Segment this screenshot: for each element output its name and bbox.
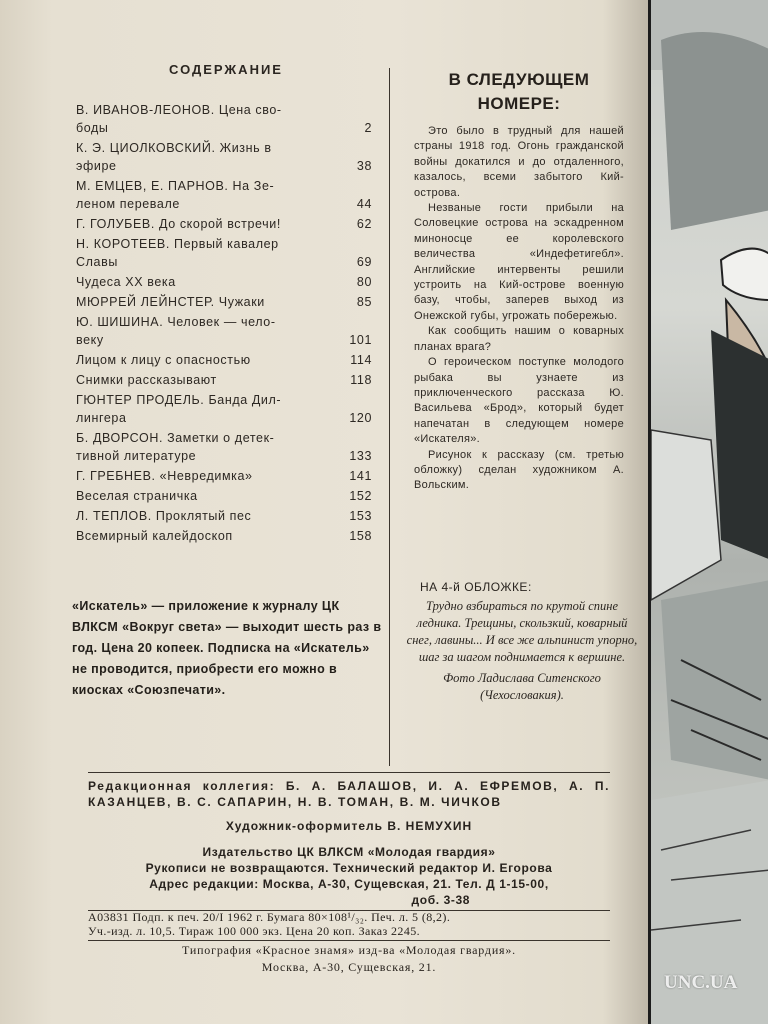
back-cover-note [404, 580, 640, 704]
cover-artist: Художник-оформитель В. НЕМУХИН [225, 819, 473, 833]
contents-item-title: Г. ГОЛУБЕВ. До скорой встречи! [76, 217, 281, 231]
contents-item-page: 38 [356, 159, 372, 173]
print-line-1: А03831 Подп. к печ. 20/I 1962 г. Бумага 80×108¹/₃₂. Печ. л. 5 (8,2). [88, 910, 451, 924]
column-divider [389, 68, 390, 766]
contents-item-title: Б. ДВОРСОН. Заметки о детек- тивной литературе [76, 431, 275, 463]
contents-title: СОДЕРЖАНИЕ [169, 62, 283, 77]
contents-item [76, 351, 376, 369]
manuscripts-line: Рукописи не возвращаются. Технический редактор И. Егорова [145, 861, 553, 875]
contents-item-title: Чудеса XX века [76, 275, 176, 289]
contents-item [76, 235, 376, 271]
next-issue-paragraph: Незваные гости прибыли на Соловецкие острова на эскадренном миноносце ее королевского величества «Индефетигебл». Английские интервенты решили устроить на Кий-острове военную базу, чтобы, заперев выход из Онежской губы, угрожать побережью. [414, 202, 624, 322]
contents-list [76, 101, 376, 545]
contents-item [76, 429, 376, 465]
contents-item-title: М. ЕМЦЕВ, Е. ПАРНОВ. На Зе- леном перевале [76, 179, 275, 211]
contents-item [76, 101, 376, 137]
contents-item [76, 371, 376, 389]
cover-illustration [648, 0, 768, 1024]
editorial-board: Редакционная коллегия: Б. А. БАЛАШОВ, И. А. ЕФРЕМОВ, А. П. КАЗАНЦЕВ, В. С. САПАРИН, Н. В. ТОМАН, В. М. ЧИЧКОВ [88, 779, 610, 809]
contents-item-page: 62 [356, 217, 372, 231]
typography-line-1: Типография «Красное знамя» изд-ва «Молодая гвардия». [182, 943, 516, 957]
contents-item-page: 118 [350, 373, 372, 387]
contents-item-title: К. Э. ЦИОЛКОВСКИЙ. Жизнь в эфире [76, 141, 272, 173]
contents-item-page: 158 [349, 529, 372, 543]
editorial-credits [88, 778, 610, 834]
contents-item-title: Г. ГРЕБНЕВ. «Невредимка» [76, 469, 253, 483]
contents-item-title: В. ИВАНОВ-ЛЕОНОВ. Цена сво- боды [76, 103, 282, 135]
contents-item-title: Л. ТЕПЛОВ. Проклятый пес [76, 509, 252, 523]
contents-item [76, 391, 376, 427]
contents-item-page: 141 [349, 469, 372, 483]
print-info [88, 910, 610, 938]
contents-item-page: 152 [349, 489, 372, 503]
contents-item-page: 85 [356, 295, 372, 309]
contents-item-page: 2 [364, 121, 372, 135]
divider-line [88, 940, 610, 941]
contents-item-title: Всемирный калейдоскоп [76, 529, 233, 543]
typography-info [88, 942, 610, 976]
contents-item-page: 80 [356, 275, 372, 289]
address-ext-line: доб. 3-38 [411, 893, 470, 907]
contents-item-page: 69 [356, 255, 372, 269]
photo-credit: Фото Ладислава Ситенского (Чехословакия). [443, 671, 601, 702]
contents-item-page: 44 [356, 197, 372, 211]
contents-item [76, 293, 376, 311]
contents-item-page: 120 [349, 411, 372, 425]
contents-item-title: Лицом к лицу с опасностью [76, 353, 251, 367]
contents-item-page: 153 [349, 509, 372, 523]
next-issue-text [414, 124, 624, 494]
contents-item-title: Н. КОРОТЕЕВ. Первый кавалер Славы [76, 237, 279, 269]
contents-item [76, 467, 376, 485]
contents-item [76, 177, 376, 213]
contents-item-page: 114 [350, 353, 372, 367]
next-issue-paragraph: Это было в трудный для нашей страны 1918 год. Огонь гражданской войны докатился и до отдаленного, казалось, всеми забытого Кий-острова. [414, 125, 624, 199]
contents-item [76, 273, 376, 291]
next-issue-paragraph: Как сообщить нашим о коварных планах врага? [414, 325, 624, 353]
contents-item [76, 527, 376, 545]
back-cover-title: НА 4-й ОБЛОЖКЕ: [420, 580, 532, 594]
contents-item [76, 487, 376, 505]
contents-item-page: 101 [349, 333, 372, 347]
contents-item-title: ГЮНТЕР ПРОДЕЛЬ. Банда Дил- лингера [76, 393, 282, 425]
contents-item [76, 313, 376, 349]
next-issue-paragraph: О героическом поступке молодого рыбака вы узнаете из приключенческого рассказа Ю. Васильева «Брод», который будет напечатан в следующем номере «Искателя». [414, 356, 624, 446]
contents-item [76, 507, 376, 525]
about-magazine: «Искатель» — приложение к журналу ЦК ВЛКСМ «Вокруг света» — выходит шесть раз в год. Цена 20 копеек. Подписка на «Искатель» не проводится, приобрести его можно в киосках «Союзпечати». [72, 599, 382, 697]
print-line-2: Уч.-изд. л. 10,5. Тираж 100 000 экз. Цена 20 коп. Заказ 2245. [88, 924, 421, 938]
contents-item-title: Снимки рассказывают [76, 373, 217, 387]
publisher-line: Издательство ЦК ВЛКСМ «Молодая гвардия» [202, 845, 496, 859]
contents-item [76, 139, 376, 175]
contents-item-page: 133 [349, 449, 372, 463]
typography-line-2: Москва, А-30, Сущевская, 21. [261, 960, 437, 974]
contents-item [76, 215, 376, 233]
watermark-logo: UNC.UA [664, 972, 738, 993]
back-cover-text: Трудно взбираться по крутой спине ледника. Трещины, скользкий, коварный снег, лавины... И все же альпинист упорно, шаг за шагом поднимается к вершине. [406, 599, 638, 664]
contents-item-title: Ю. ШИШИНА. Человек — чело- веку [76, 315, 276, 347]
next-issue-paragraph: Рисунок к рассказу (см. третью обложку) сделан художником А. Вольским. [414, 448, 624, 492]
next-issue-section [414, 68, 624, 494]
publisher-info [88, 844, 610, 908]
contents-item-title: Веселая страничка [76, 489, 198, 503]
divider-line [88, 772, 610, 773]
table-of-contents [76, 62, 376, 547]
illustration-drawing [651, 0, 768, 1024]
next-issue-title: В СЛЕДУЮЩЕМ НОМЕРЕ: [448, 70, 590, 113]
address-line: Адрес редакции: Москва, А-30, Сущевская, 21. Тел. Д 1-15-00, [149, 877, 549, 891]
contents-item-title: МЮРРЕЙ ЛЕЙНСТЕР. Чужаки [76, 295, 265, 309]
